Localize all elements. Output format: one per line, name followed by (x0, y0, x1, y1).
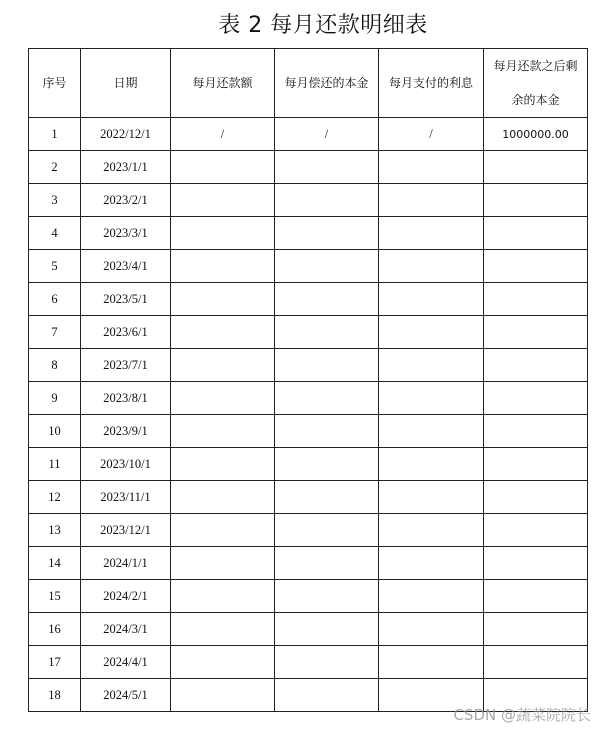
cell-remaining (484, 382, 588, 415)
table-row (29, 217, 588, 250)
cell-date: 2023/11/1 (81, 481, 171, 514)
table-row (29, 184, 588, 217)
cell-interest-paid (379, 151, 484, 184)
cell-principal-paid (275, 481, 379, 514)
cell-date: 2023/7/1 (81, 349, 171, 382)
csdn-watermark: CSDN @蔬菜院院长 (453, 706, 591, 724)
cell-index: 17 (29, 646, 81, 679)
cell-principal-paid (275, 151, 379, 184)
cell-index: 10 (29, 415, 81, 448)
cell-payment (171, 382, 275, 415)
cell-date: 2023/12/1 (81, 514, 171, 547)
cell-date: 2024/5/1 (81, 679, 171, 712)
cell-date: 2022/12/1 (81, 118, 171, 151)
cell-date: 2024/1/1 (81, 547, 171, 580)
table-row (29, 382, 588, 415)
cell-payment (171, 217, 275, 250)
table-row (29, 151, 588, 184)
cell-date: 2023/6/1 (81, 316, 171, 349)
cell-remaining (484, 481, 588, 514)
table-title: 表 2 每月还款明细表 (218, 13, 428, 38)
header-remaining (484, 49, 588, 118)
cell-principal-paid (275, 514, 379, 547)
cell-interest-paid (379, 184, 484, 217)
cell-date: 2023/10/1 (81, 448, 171, 481)
cell-interest-paid (379, 382, 484, 415)
cell-index: 12 (29, 481, 81, 514)
cell-date: 2023/1/1 (81, 151, 171, 184)
table-row (29, 415, 588, 448)
cell-payment: / (171, 118, 275, 151)
repayment-schedule-table (28, 48, 588, 712)
cell-date: 2023/4/1 (81, 250, 171, 283)
table-row (29, 316, 588, 349)
cell-payment (171, 184, 275, 217)
cell-payment (171, 547, 275, 580)
cell-interest-paid (379, 316, 484, 349)
cell-index: 13 (29, 514, 81, 547)
cell-principal-paid (275, 217, 379, 250)
cell-index: 4 (29, 217, 81, 250)
header-index: 序号 (29, 49, 81, 118)
cell-date: 2024/3/1 (81, 613, 171, 646)
cell-index: 5 (29, 250, 81, 283)
cell-payment (171, 448, 275, 481)
cell-payment (171, 151, 275, 184)
cell-principal-paid (275, 580, 379, 613)
cell-interest-paid (379, 613, 484, 646)
table-row (29, 448, 588, 481)
cell-index: 7 (29, 316, 81, 349)
cell-index: 6 (29, 283, 81, 316)
header-remaining-line1: 每月还款之后剩 (493, 59, 578, 73)
cell-index: 14 (29, 547, 81, 580)
header-principal-paid: 每月偿还的本金 (275, 49, 379, 118)
cell-principal-paid (275, 316, 379, 349)
cell-interest-paid (379, 646, 484, 679)
cell-principal-paid (275, 646, 379, 679)
cell-remaining (484, 448, 588, 481)
cell-payment (171, 646, 275, 679)
cell-date: 2023/3/1 (81, 217, 171, 250)
cell-index: 2 (29, 151, 81, 184)
cell-payment (171, 481, 275, 514)
cell-payment (171, 514, 275, 547)
cell-date: 2024/2/1 (81, 580, 171, 613)
header-date: 日期 (81, 49, 171, 118)
cell-interest-paid (379, 349, 484, 382)
cell-remaining (484, 514, 588, 547)
cell-date: 2023/5/1 (81, 283, 171, 316)
cell-index: 18 (29, 679, 81, 712)
cell-payment (171, 316, 275, 349)
cell-remaining (484, 415, 588, 448)
cell-index: 16 (29, 613, 81, 646)
cell-date: 2023/2/1 (81, 184, 171, 217)
cell-date: 2024/4/1 (81, 646, 171, 679)
cell-index: 1 (29, 118, 81, 151)
table-row (29, 481, 588, 514)
table-row (29, 613, 588, 646)
cell-remaining: 1000000.00 (484, 118, 588, 151)
table-row (29, 283, 588, 316)
cell-remaining (484, 250, 588, 283)
cell-payment (171, 250, 275, 283)
cell-payment (171, 349, 275, 382)
cell-interest-paid (379, 547, 484, 580)
table-row (29, 118, 588, 151)
table-row (29, 250, 588, 283)
cell-principal-paid (275, 415, 379, 448)
cell-principal-paid (275, 613, 379, 646)
cell-remaining (484, 217, 588, 250)
cell-index: 8 (29, 349, 81, 382)
cell-index: 9 (29, 382, 81, 415)
table-row (29, 547, 588, 580)
table-row (29, 514, 588, 547)
cell-interest-paid (379, 481, 484, 514)
cell-payment (171, 283, 275, 316)
cell-index: 11 (29, 448, 81, 481)
cell-remaining (484, 316, 588, 349)
table-row (29, 349, 588, 382)
cell-principal-paid (275, 679, 379, 712)
cell-principal-paid (275, 283, 379, 316)
table-row (29, 646, 588, 679)
cell-remaining (484, 283, 588, 316)
cell-index: 3 (29, 184, 81, 217)
cell-remaining (484, 646, 588, 679)
cell-interest-paid (379, 415, 484, 448)
header-payment: 每月还款额 (171, 49, 275, 118)
cell-remaining (484, 580, 588, 613)
cell-principal-paid (275, 448, 379, 481)
cell-principal-paid (275, 184, 379, 217)
cell-principal-paid (275, 349, 379, 382)
cell-interest-paid (379, 283, 484, 316)
cell-interest-paid (379, 448, 484, 481)
cell-payment (171, 580, 275, 613)
header-remaining-line2: 余的本金 (511, 93, 560, 107)
cell-remaining (484, 547, 588, 580)
cell-interest-paid (379, 250, 484, 283)
header-row (29, 49, 588, 118)
cell-remaining (484, 613, 588, 646)
cell-date: 2023/9/1 (81, 415, 171, 448)
cell-remaining (484, 349, 588, 382)
cell-interest-paid (379, 217, 484, 250)
table-row (29, 580, 588, 613)
cell-principal-paid (275, 382, 379, 415)
table-body (29, 118, 588, 712)
cell-interest-paid (379, 580, 484, 613)
cell-remaining (484, 151, 588, 184)
cell-interest-paid: / (379, 118, 484, 151)
cell-interest-paid (379, 514, 484, 547)
header-interest-paid: 每月支付的利息 (379, 49, 484, 118)
cell-principal-paid (275, 547, 379, 580)
cell-remaining (484, 184, 588, 217)
cell-payment (171, 679, 275, 712)
cell-principal-paid: / (275, 118, 379, 151)
cell-payment (171, 415, 275, 448)
cell-date: 2023/8/1 (81, 382, 171, 415)
cell-principal-paid (275, 250, 379, 283)
cell-index: 15 (29, 580, 81, 613)
cell-payment (171, 613, 275, 646)
